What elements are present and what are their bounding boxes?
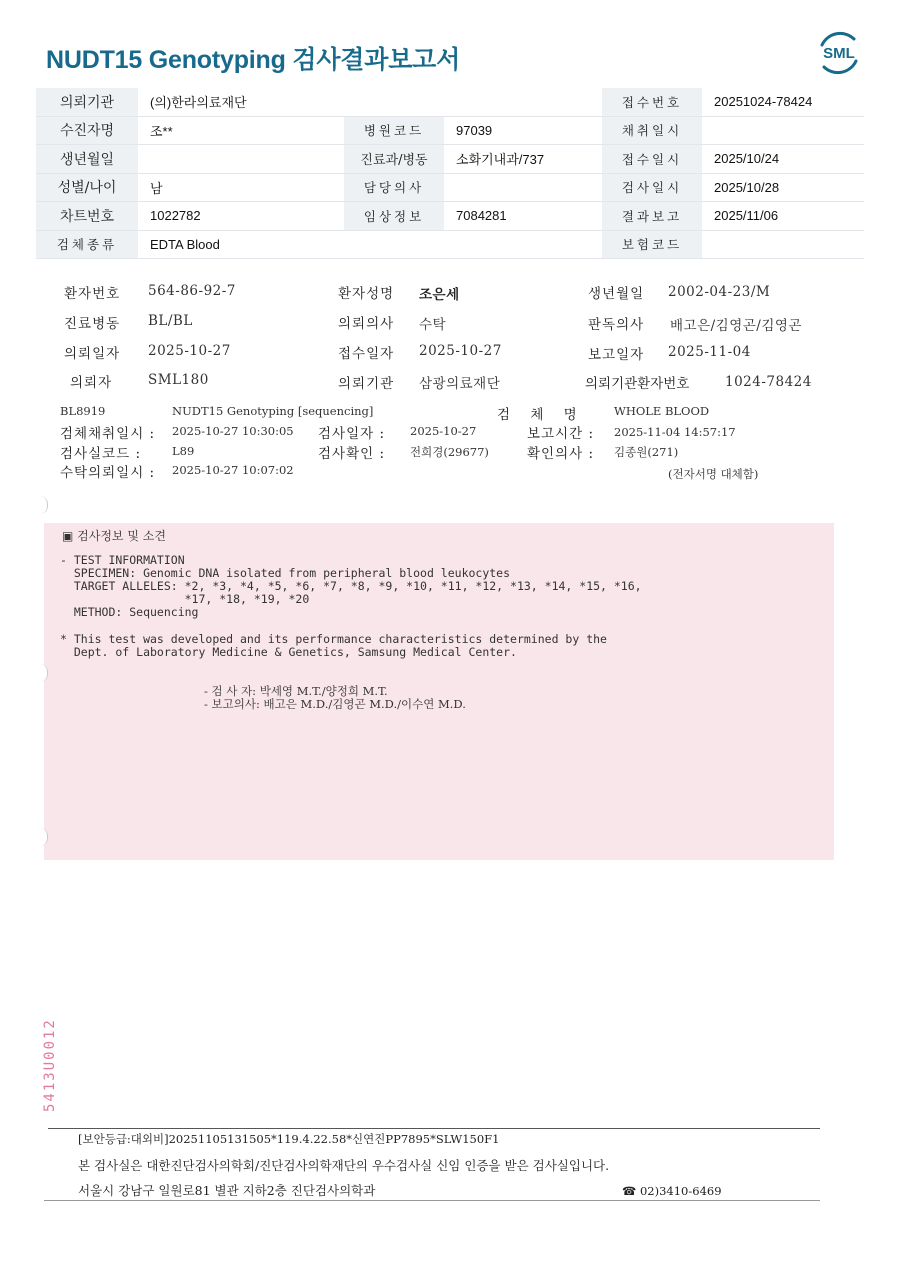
findings-line: METHOD: Sequencing — [60, 605, 199, 619]
header-row — [36, 231, 864, 260]
org-patient-no-label: 의뢰기관환자번호 — [585, 376, 690, 392]
room-label: 검사실코드 : — [60, 446, 142, 462]
requester-value: SML180 — [148, 372, 209, 388]
header-label: 수진자명 — [36, 117, 138, 145]
req-date-value: 2025-10-27 — [148, 343, 231, 359]
reporter-line: - 보고의사: 배고은 M.D./김영곤 M.D./이수연 M.D. — [204, 697, 466, 711]
report-date-value: 2025-11-04 — [668, 344, 751, 360]
address-text: 서울시 강남구 일원로81 별관 지하2층 진단검사의학과 — [78, 1183, 376, 1198]
confirm-value: 전희경(29677) — [410, 445, 489, 459]
req-org-label: 의뢰기관 — [338, 376, 395, 392]
room-value: L89 — [172, 444, 195, 458]
header-value: EDTA Blood — [150, 236, 220, 252]
org-patient-no-value: 1024-78424 — [725, 374, 812, 390]
report-time-value: 2025-11-04 14:57:17 — [614, 425, 736, 439]
header-value: (의)한라의료재단 — [150, 95, 247, 111]
req-doctor-value: 수탁 — [419, 317, 447, 333]
header-value: 소화기내과/737 — [456, 152, 545, 168]
punch-hole — [40, 496, 48, 514]
footer-bottom-divider — [44, 1200, 820, 1201]
header-value — [444, 174, 602, 202]
header-label: 보험코드 — [602, 231, 702, 259]
header-value: 2025/10/24 — [714, 151, 780, 167]
test-date-value: 2025-10-27 — [410, 424, 477, 438]
header-row — [36, 174, 864, 203]
test-name: NUDT15 Genotyping [sequencing] — [172, 404, 374, 418]
header-label: 차트번호 — [36, 202, 138, 230]
collect-label: 검체채취일시 : — [60, 426, 156, 442]
header-label: 병원코드 — [344, 117, 444, 145]
ward-value: BL/BL — [148, 313, 193, 329]
sml-logo — [814, 28, 864, 78]
header-value: 2025/10/28 — [714, 179, 780, 195]
findings-note-line: * This test was developed and its performance characteristics determined by the — [60, 632, 607, 646]
recv-date-label: 접수일자 — [338, 346, 395, 362]
header-label: 임상정보 — [344, 202, 444, 230]
footer-divider — [48, 1128, 820, 1129]
header-row — [36, 202, 864, 231]
header-label: 검사일시 — [602, 174, 702, 202]
reader-label: 판독의사 — [588, 317, 645, 333]
page-title: NUDT15 Genotyping 검사결과보고서 — [46, 46, 461, 74]
findings-heading: ▣ 검사정보 및 소견 — [62, 529, 166, 543]
signature-note: (전자서명 대체함) — [668, 467, 759, 481]
header-label: 채취일시 — [602, 117, 702, 145]
findings-line: *17, *18, *19, *20 — [60, 592, 310, 606]
header-label: 결과보고 — [602, 202, 702, 230]
header-row — [36, 117, 864, 146]
patient-name-label: 환자성명 — [338, 286, 395, 302]
certification-text: 본 검사실은 대한진단검사의학회/진단검사의학재단의 우수검사실 신임 인증을 받은 검사실입니다. — [78, 1158, 610, 1173]
dob-value: 2002-04-23/M — [668, 284, 771, 300]
header-value — [138, 145, 344, 173]
consign-value: 2025-10-27 10:07:02 — [172, 463, 294, 477]
findings-line: - TEST INFORMATION — [60, 553, 185, 567]
patient-no-label: 환자번호 — [64, 286, 121, 302]
reader-value: 배고은/김영곤/김영곤 — [670, 318, 802, 334]
recv-date-value: 2025-10-27 — [419, 343, 502, 359]
patient-no-value: 564-86-92-7 — [148, 283, 236, 299]
header-row — [36, 145, 864, 174]
header-row — [36, 88, 864, 117]
ward-label: 진료병동 — [64, 316, 121, 332]
report-date-label: 보고일자 — [588, 347, 645, 363]
collect-value: 2025-10-27 10:30:05 — [172, 424, 294, 438]
confirm-doctor-value: 김종원(271) — [614, 445, 679, 459]
header-value: 조** — [150, 123, 173, 139]
header-label: 검체종류 — [36, 231, 138, 259]
header-value: 2025/11/06 — [714, 208, 779, 224]
header-value: 1022782 — [150, 208, 201, 224]
test-date-label: 검사일자 : — [318, 426, 386, 442]
header-value — [702, 231, 864, 259]
header-value — [702, 117, 864, 145]
specimen-label: 검 체 명 — [497, 407, 585, 423]
tester-line: - 검 사 자: 박세영 M.T./양정희 M.T. — [204, 684, 388, 698]
confirm-doctor-label: 확인의사 : — [527, 446, 595, 462]
header-value: 7084281 — [456, 208, 507, 224]
requester-label: 의뢰자 — [70, 375, 113, 391]
req-doctor-label: 의뢰의사 — [338, 316, 395, 332]
header-value: 20251024-78424 — [714, 94, 813, 110]
patient-name-value: 조은세 — [419, 287, 460, 303]
security-line: [보안등급:대외비]20251105131505*119.4.22.58*신연진PP7895*SLW150F1 — [78, 1132, 500, 1146]
findings-line: TARGET ALLELES: *2, *3, *4, *5, *6, *7, *8, *9, *10, *11, *12, *13, *14, *15, *16, — [60, 579, 642, 593]
confirm-label: 검사확인 : — [318, 446, 386, 462]
logo-text: SML — [823, 45, 855, 62]
req-org-value: 삼광의료재단 — [419, 376, 501, 392]
header-label: 접수번호 — [602, 88, 702, 116]
header-info-table — [36, 88, 864, 259]
report-time-label: 보고시간 : — [527, 426, 595, 442]
specimen-value: WHOLE BLOOD — [614, 404, 710, 418]
header-label: 성별/나이 — [36, 174, 138, 202]
phone-text: ☎ 02)3410-6469 — [622, 1184, 722, 1198]
dob-label: 생년월일 — [588, 286, 645, 302]
req-date-label: 의뢰일자 — [64, 346, 121, 362]
header-label: 담당의사 — [344, 174, 444, 202]
header-label: 접수일시 — [602, 145, 702, 173]
findings-note-line: Dept. of Laboratory Medicine & Genetics, Samsung Medical Center. — [60, 645, 517, 659]
consign-label: 수탁의뢰일시 : — [60, 465, 156, 481]
test-code: BL8919 — [60, 404, 106, 418]
header-label: 의뢰기관 — [36, 88, 138, 116]
side-serial-number: 5413U0012 — [42, 1018, 58, 1112]
header-value: 남 — [150, 180, 163, 196]
header-value: 97039 — [456, 122, 493, 138]
header-label: 진료과/병동 — [344, 145, 444, 173]
header-label: 생년월일 — [36, 145, 138, 173]
findings-line: SPECIMEN: Genomic DNA isolated from peripheral blood leukocytes — [60, 566, 511, 580]
